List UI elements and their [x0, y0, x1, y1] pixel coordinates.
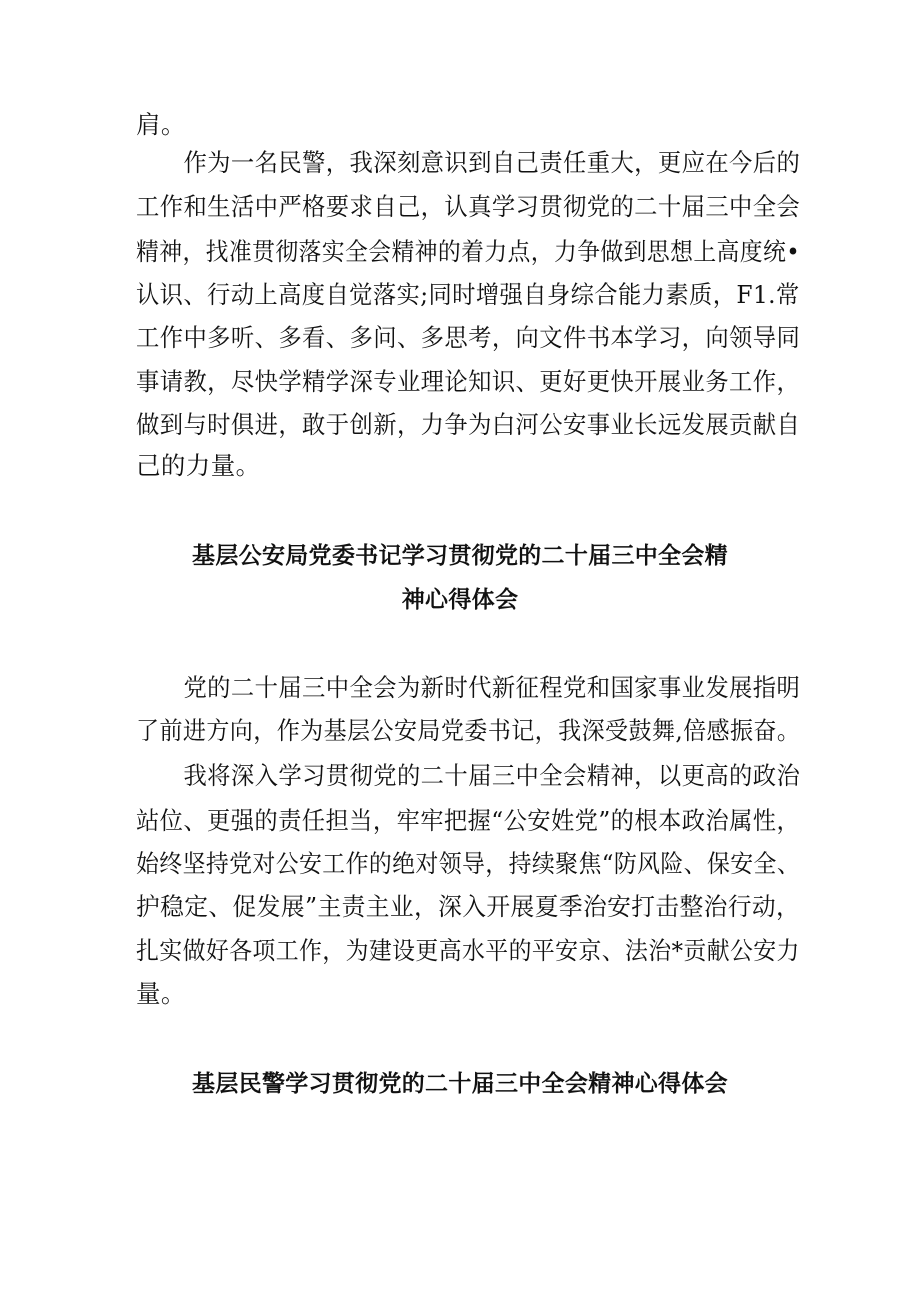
- paragraph-line: 工作中多听、多看、多问、多思考，向文件书本学习，向领导同: [136, 323, 801, 352]
- paragraph-line: 做到与时俱进，敢于创新，力争为白河公安事业长远发展贡献自: [136, 410, 801, 439]
- paragraph-line: 党的二十届三中全会为新时代新征程党和国家事业发展指明: [136, 673, 801, 702]
- paragraph-line: 量。: [136, 979, 186, 1008]
- section-title: 基层公安局党委书记学习贯彻党的二十届三中全会精: [192, 543, 728, 569]
- paragraph-line: 护稳定、促发展”主责主业，深入开展夏季治安打击整治行动，: [136, 892, 801, 921]
- paragraph-line: 我将深入学习贯彻党的二十届三中全会精神，以更高的政治: [136, 761, 801, 790]
- section-title: 基层民警学习贯彻党的二十届三中全会精神心得体会: [192, 1071, 728, 1097]
- paragraph-line: 站位、更强的责任担当，牢牢把握“公安姓党”的根本政治属性，: [136, 806, 801, 835]
- paragraph-line: 扎实做好各项工作，为建设更高水平的平安京、法治*贡献公安力: [136, 936, 800, 965]
- paragraph-line: 事请教，尽快学精学深专业理论知识、更好更快开展业务工作，: [136, 367, 801, 396]
- paragraph-line: 了前进方向，作为基层公安局党委书记，我深受鼓舞,倍感振奋。: [136, 716, 801, 745]
- paragraph-line: 肩。: [136, 110, 186, 139]
- paragraph-line: 作为一名民警，我深刻意识到自己责任重大，更应在今后的: [136, 148, 801, 177]
- paragraph-line: 精神，找准贯彻落实全会精神的着力点，力争做到思想上高度统•: [136, 237, 801, 266]
- paragraph-line: 认识、行动上高度自觉落实;同时增强自身综合能力素质，F1.常: [136, 280, 800, 309]
- paragraph-line: 工作和生活中严格要求自己，认真学习贯彻党的二十届三中全会: [136, 192, 801, 221]
- paragraph-line: 始终坚持党对公安工作的绝对领导，持续聚焦“防风险、保安全、: [136, 849, 801, 878]
- paragraph-line: 己的力量。: [136, 451, 261, 480]
- section-title-continued: 神心得体会: [401, 587, 519, 613]
